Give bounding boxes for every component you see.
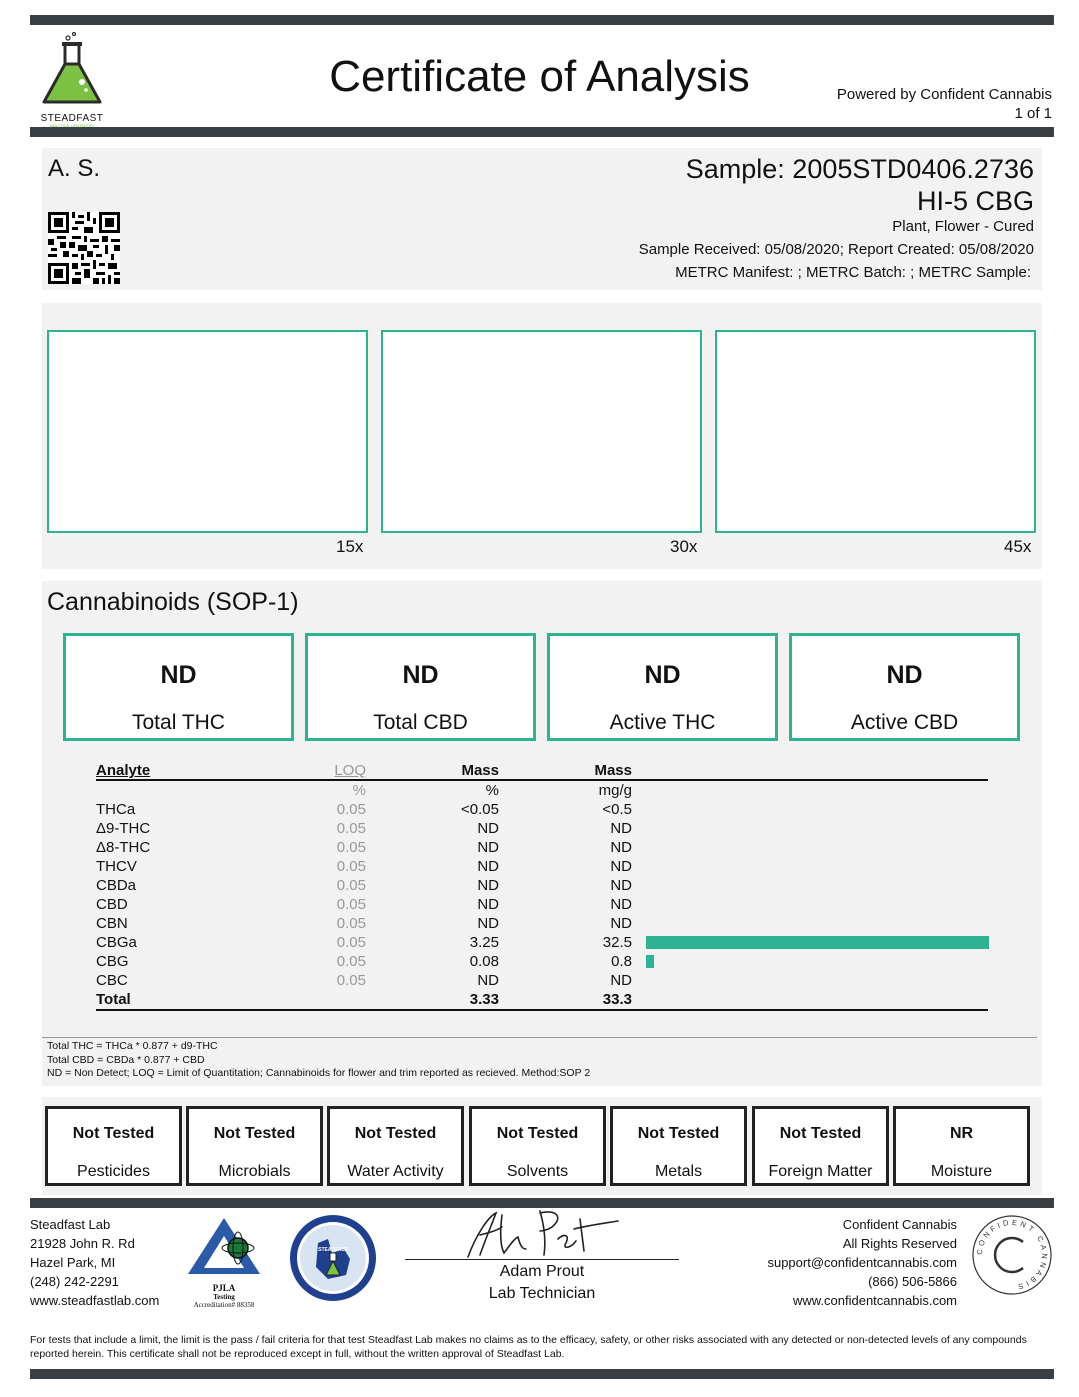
summary-value: ND xyxy=(644,661,681,689)
table-row xyxy=(0,971,1079,990)
analyte-loq: 0.05 xyxy=(336,972,366,989)
cc-rights: All Rights Reserved xyxy=(842,1236,957,1251)
analyte-name: CBD xyxy=(96,896,128,913)
test-status: Not Tested xyxy=(779,1125,862,1142)
analyte-mass-mg: ND xyxy=(610,858,632,875)
test-metals xyxy=(610,1106,747,1186)
cc-email[interactable]: support@confidentcannabis.com xyxy=(767,1255,957,1270)
summary-label: Total THC xyxy=(132,711,225,734)
cc-name: Confident Cannabis xyxy=(842,1217,957,1232)
analyte-mass-mg: ND xyxy=(610,896,632,913)
test-status: Not Tested xyxy=(496,1125,579,1142)
col-header-loq: LOQ xyxy=(334,762,366,779)
analyte-mass-mg: ND xyxy=(610,877,632,894)
qr-code[interactable] xyxy=(48,212,120,284)
signer-title: Lab Technician xyxy=(488,1285,596,1302)
sample-image-30x[interactable] xyxy=(381,330,702,533)
analyte-loq: 0.05 xyxy=(336,877,366,894)
sample-id: Sample: 2005STD0406.2736 xyxy=(685,154,1034,184)
analyte-mass-pct: 0.08 xyxy=(469,953,499,970)
mass-bar xyxy=(646,955,654,968)
col-header-mass-mg: Mass xyxy=(594,762,632,779)
test-water-activity xyxy=(327,1106,464,1186)
test-pesticides xyxy=(45,1106,182,1186)
analyte-mass-mg: ND xyxy=(610,839,632,856)
analyte-mass-pct: ND xyxy=(477,896,499,913)
total-mass-mg: 33.3 xyxy=(602,991,632,1008)
lab-address xyxy=(30,1215,159,1310)
analyte-mass-pct: ND xyxy=(477,877,499,894)
seal-text: STEADFAST xyxy=(318,1247,348,1253)
analyte-mass-pct: ND xyxy=(477,858,499,875)
analyte-mass-pct: ND xyxy=(477,972,499,989)
analyte-name: CBC xyxy=(96,972,128,989)
signer-name: Adam Prout xyxy=(499,1263,585,1280)
analyte-loq: 0.05 xyxy=(336,915,366,932)
signature-icon xyxy=(440,1205,640,1261)
bottom-bar xyxy=(30,1369,1054,1379)
sample-type: Plant, Flower - Cured xyxy=(892,218,1034,235)
analyte-loq: 0.05 xyxy=(336,858,366,875)
lab-phone: (248) 242-2291 xyxy=(30,1274,119,1289)
confident-cannabis-logo xyxy=(971,1214,1053,1296)
note-line: Total CBD = CBDa * 0.877 + CBD xyxy=(47,1053,205,1066)
summary-label: Active CBD xyxy=(850,711,959,734)
page-title: Certificate of Analysis xyxy=(329,52,750,101)
analyte-loq: 0.05 xyxy=(336,839,366,856)
table-row xyxy=(0,914,1079,933)
iso-seal-icon xyxy=(288,1213,378,1303)
analyte-loq: 0.05 xyxy=(336,801,366,818)
col-header-analyte: Analyte xyxy=(96,762,151,779)
test-name: Moisture xyxy=(930,1163,993,1180)
analyte-loq: 0.05 xyxy=(336,953,366,970)
summary-value: ND xyxy=(160,661,197,689)
analyte-mass-mg: ND xyxy=(610,915,632,932)
signature-line xyxy=(405,1259,679,1260)
page-number: 1 of 1 xyxy=(1014,105,1052,122)
table-row xyxy=(0,895,1079,914)
analyte-mass-mg: <0.5 xyxy=(602,801,632,818)
analyte-name: CBDa xyxy=(96,877,137,894)
table-row xyxy=(0,876,1079,895)
test-name: Solvents xyxy=(506,1163,569,1180)
pjla-triangle-icon xyxy=(184,1214,264,1278)
analyte-loq: 0.05 xyxy=(336,820,366,837)
summary-label: Active THC xyxy=(609,711,716,734)
header-divider xyxy=(30,127,1054,137)
lab-website[interactable]: www.steadfastlab.com xyxy=(30,1293,160,1308)
analyte-loq: 0.05 xyxy=(336,934,366,951)
loq-unit: % xyxy=(352,782,366,799)
table-row xyxy=(0,952,1079,971)
table-footer-rule xyxy=(96,1009,988,1011)
test-name: Microbials xyxy=(218,1163,291,1180)
top-bar xyxy=(30,15,1054,25)
table-total-row xyxy=(0,990,1079,1009)
disclaimer: For tests that include a limit, the limit is the pass / fail criteria for that test Steadfast Lab makes no claims as to the efficacy, safety, or other risks associated with any detected or non-detected levels of any compounds reported herein. This certificate shall not be reproduced except in full, without the written approval of Steadfast Lab. xyxy=(30,1334,1027,1360)
test-status: Not Tested xyxy=(354,1125,437,1142)
summary-total-thc xyxy=(63,633,294,741)
analyte-name: THCa xyxy=(96,801,136,818)
test-foreign-matter xyxy=(752,1106,889,1186)
sample-image-15x[interactable] xyxy=(47,330,368,533)
analyte-name: CBN xyxy=(96,915,128,932)
notes-divider xyxy=(42,1037,1037,1038)
magnification-label: 30x xyxy=(670,537,698,556)
accreditation-seal xyxy=(288,1213,378,1303)
analyte-mass-mg: ND xyxy=(610,972,632,989)
cannabinoids-title: Cannabinoids (SOP-1) xyxy=(47,588,299,616)
analyte-mass-pct: 3.25 xyxy=(469,934,499,951)
analyte-name: Δ8-THC xyxy=(96,839,151,856)
summary-value: ND xyxy=(886,661,923,689)
cc-logo-text: CONFIDENT CANNABIS xyxy=(974,1217,1050,1292)
pjla-accreditation: Accreditation# 88358 xyxy=(193,1301,255,1309)
pjla-name: PJLA xyxy=(212,1283,236,1293)
summary-value: ND xyxy=(402,661,439,689)
test-status: Not Tested xyxy=(72,1125,155,1142)
magnification-label: 45x xyxy=(1004,537,1032,556)
sample-dates: Sample Received: 05/08/2020; Report Created: 05/08/2020 xyxy=(638,241,1034,258)
analyte-mass-pct: <0.05 xyxy=(461,801,499,818)
logo-subtext: ANALYTICAL LABORATORY xyxy=(49,124,95,128)
test-status: NR xyxy=(949,1125,974,1142)
table-row xyxy=(0,933,1079,952)
summary-total-cbd xyxy=(305,633,536,741)
table-row xyxy=(0,800,1079,819)
cc-website[interactable]: www.confidentcannabis.com xyxy=(792,1293,957,1308)
table-row xyxy=(0,819,1079,838)
summary-active-cbd xyxy=(789,633,1020,741)
signature xyxy=(440,1205,640,1261)
total-mass-pct: 3.33 xyxy=(469,991,499,1008)
test-status: Not Tested xyxy=(213,1125,296,1142)
test-name: Water Activity xyxy=(347,1163,444,1180)
cc-circle-icon xyxy=(971,1214,1053,1296)
col-header-mass-pct: Mass xyxy=(461,762,499,779)
analyte-mass-mg: 0.8 xyxy=(611,953,632,970)
mg-unit: mg/g xyxy=(598,782,632,799)
test-status: Not Tested xyxy=(637,1125,720,1142)
confident-cannabis-contact xyxy=(767,1215,957,1310)
unit-row xyxy=(0,781,1079,800)
analyte-mass-mg: ND xyxy=(610,820,632,837)
lab-street: 21928 John R. Rd xyxy=(30,1236,135,1251)
pjla-logo xyxy=(182,1214,266,1312)
test-name: Pesticides xyxy=(77,1163,150,1180)
analyte-name: THCV xyxy=(96,858,137,875)
sample-image-45x[interactable] xyxy=(715,330,1036,533)
logo-text: STEADFAST xyxy=(40,113,104,124)
pjla-sub: Testing xyxy=(213,1293,235,1301)
analyte-name: CBG xyxy=(96,953,129,970)
product-name: HI-5 CBG xyxy=(916,186,1034,216)
powered-by: Powered by Confident Cannabis xyxy=(836,86,1052,103)
note-line: ND = Non Detect; LOQ = Limit of Quantitation; Cannabinoids for flower and trim reported as recieved. Method:SOP 2 xyxy=(47,1067,591,1079)
analyte-mass-pct: ND xyxy=(477,820,499,837)
lab-name: Steadfast Lab xyxy=(30,1217,111,1232)
total-label: Total xyxy=(96,991,131,1008)
analyte-name: CBGa xyxy=(96,934,137,951)
test-name: Metals xyxy=(654,1163,703,1180)
test-solvents xyxy=(469,1106,606,1186)
magnification-label: 15x xyxy=(336,537,364,556)
lab-city: Hazel Park, MI xyxy=(30,1255,116,1270)
cc-phone: (866) 506-5866 xyxy=(868,1274,957,1289)
analyte-mass-mg: 32.5 xyxy=(602,934,632,951)
note-line: Total THC = THCa * 0.877 + d9-THC xyxy=(47,1040,218,1052)
table-row xyxy=(0,838,1079,857)
summary-label: Total CBD xyxy=(373,711,468,734)
cannabinoid-notes xyxy=(47,1040,590,1081)
mass-bar xyxy=(646,936,989,949)
pct-unit: % xyxy=(485,782,499,799)
test-moisture xyxy=(893,1106,1030,1186)
analyte-name: Δ9-THC xyxy=(96,820,151,837)
table-row xyxy=(0,857,1079,876)
summary-active-thc xyxy=(547,633,778,741)
test-microbials xyxy=(186,1106,323,1186)
test-name: Foreign Matter xyxy=(768,1163,873,1180)
metrc-info: METRC Manifest: ; METRC Batch: ; METRC Sample: xyxy=(675,264,1031,281)
analyte-mass-pct: ND xyxy=(477,839,499,856)
analyte-mass-pct: ND xyxy=(477,915,499,932)
client-name: A. S. xyxy=(48,155,101,182)
analyte-loq: 0.05 xyxy=(336,896,366,913)
